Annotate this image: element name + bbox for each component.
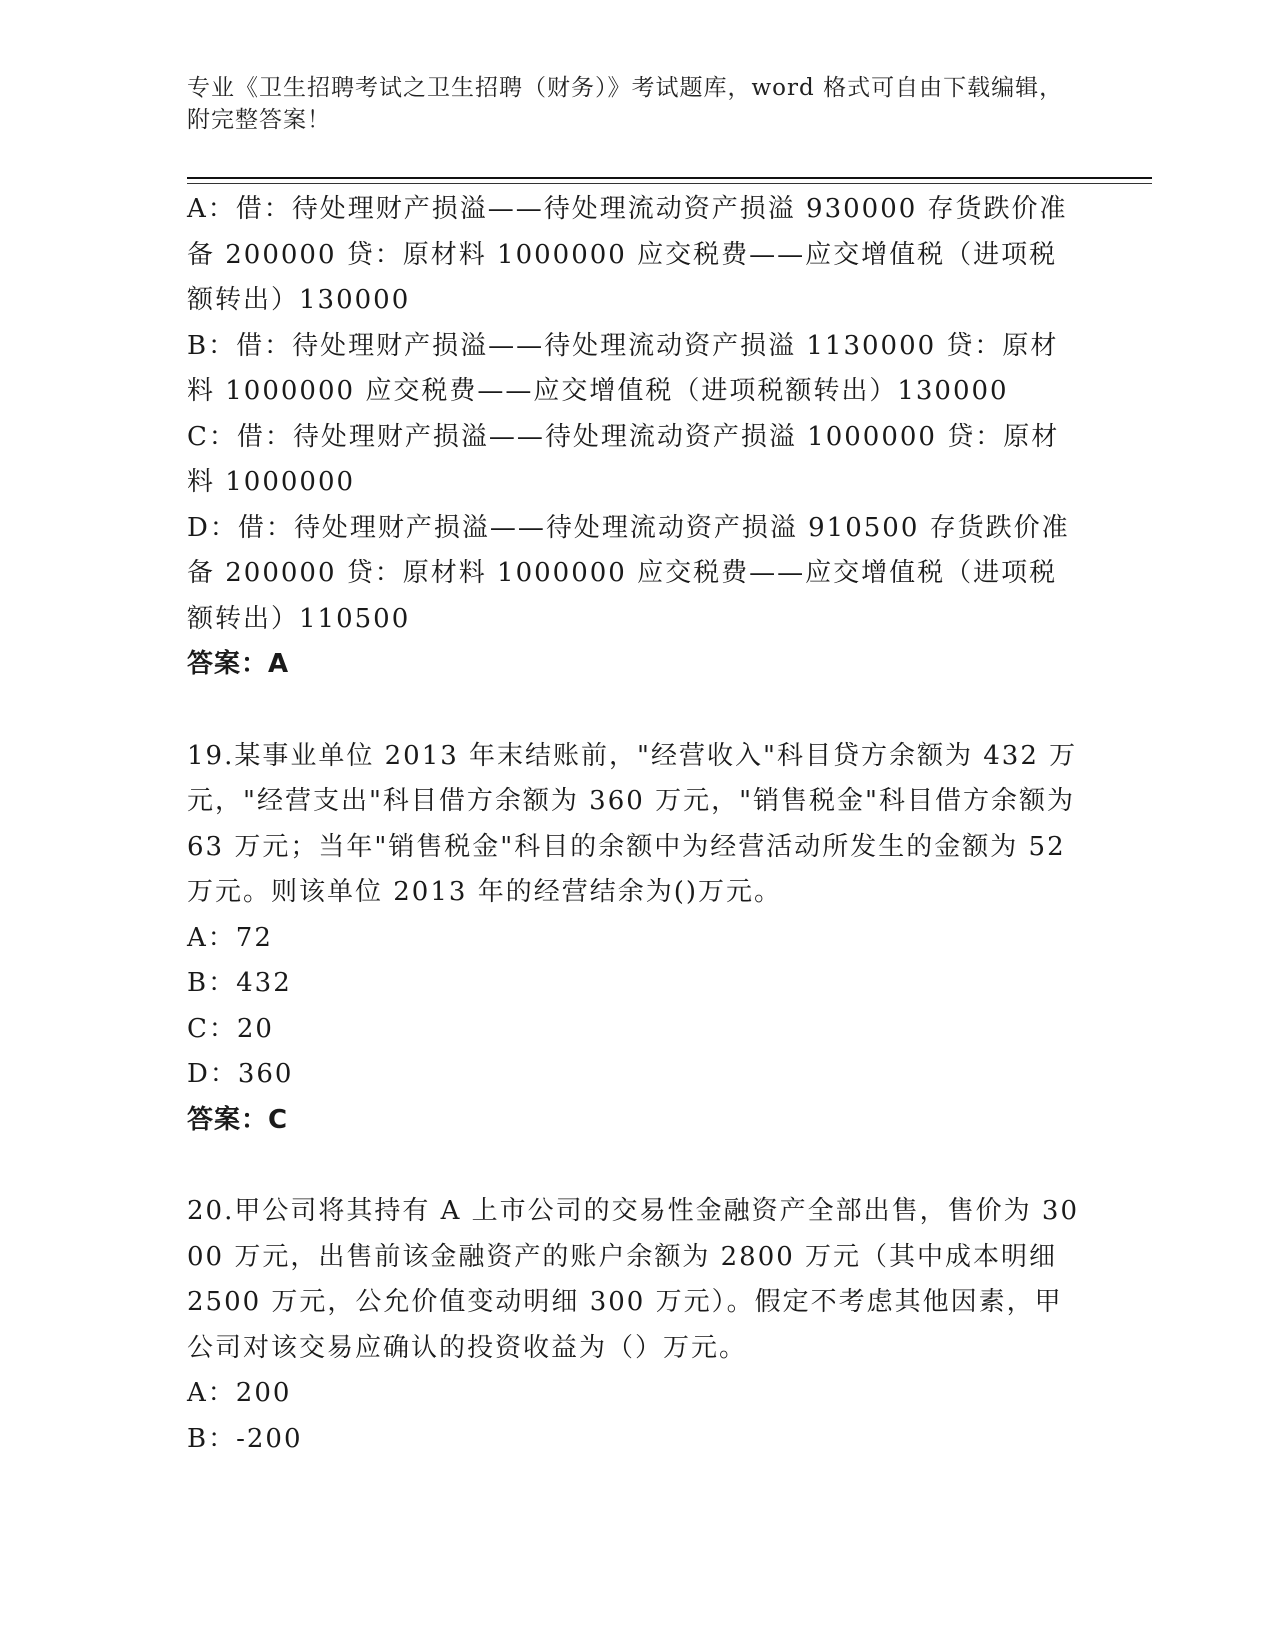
option-c: C：20 bbox=[187, 1013, 274, 1044]
question-body bbox=[187, 187, 1086, 1462]
question-stem: 19.某事业单位 2013 年末结账前，"经营收入"科目贷方余额为 432 万元，"经营支出"科目借方余额为 360 万元，"销售税金"科目借方余额为 63 万元；当年"销售税金"科目的余额中为经营活动所发生的金额为 52 万元。则该单位 2013 年的经营结余为()万元。 bbox=[187, 740, 1086, 907]
option-b: B：借：待处理财产损溢——待处理流动资产损溢 1130000 贷：原材料 1000000 应交税费——应交增值税（进项税额转出）130000 bbox=[187, 330, 1059, 406]
answer-label: 答案：A bbox=[187, 649, 290, 679]
question-stem: 20.甲公司将其持有 A 上市公司的交易性金融资产全部出售，售价为 3000 万元，出售前该金融资产的账户余额为 2800 万元（其中成本明细 2500 万元，公允价值变动明细 300 万元）。假定不考虑其他因素，甲公司对该交易应确认的投资收益为（）万元。 bbox=[187, 1196, 1080, 1363]
question-18 bbox=[187, 187, 1082, 688]
document-header: 专业《卫生招聘考试之卫生招聘（财务）》考试题库，word 格式可自由下载编辑，附完整答案！ bbox=[187, 75, 1064, 133]
option-d: D：借：待处理财产损溢——待处理流动资产损溢 910500 存货跌价准备 200000 贷：原材料 1000000 应交税费——应交增值税（进项税额转出）110500 bbox=[187, 512, 1070, 634]
question-19 bbox=[187, 734, 1086, 1144]
header-divider-thin bbox=[187, 183, 1152, 184]
spacer bbox=[187, 688, 1082, 734]
option-b: B：-200 bbox=[187, 1423, 303, 1454]
option-a: A：200 bbox=[187, 1378, 292, 1408]
option-a: A：借：待处理财产损溢——待处理流动资产损溢 930000 存货跌价准备 200000 贷：原材料 1000000 应交税费——应交增值税（进项税额转出）130000 bbox=[187, 194, 1068, 315]
question-20 bbox=[187, 1189, 1082, 1462]
header-divider-thick bbox=[187, 177, 1152, 179]
option-d: D：360 bbox=[187, 1059, 294, 1089]
spacer bbox=[187, 1143, 1082, 1189]
option-c: C：借：待处理财产损溢——待处理流动资产损溢 1000000 贷：原材料 1000000 bbox=[187, 421, 1060, 497]
option-a: A：72 bbox=[187, 922, 273, 953]
option-b: B：432 bbox=[187, 968, 292, 998]
answer-label: 答案：C bbox=[187, 1104, 289, 1135]
